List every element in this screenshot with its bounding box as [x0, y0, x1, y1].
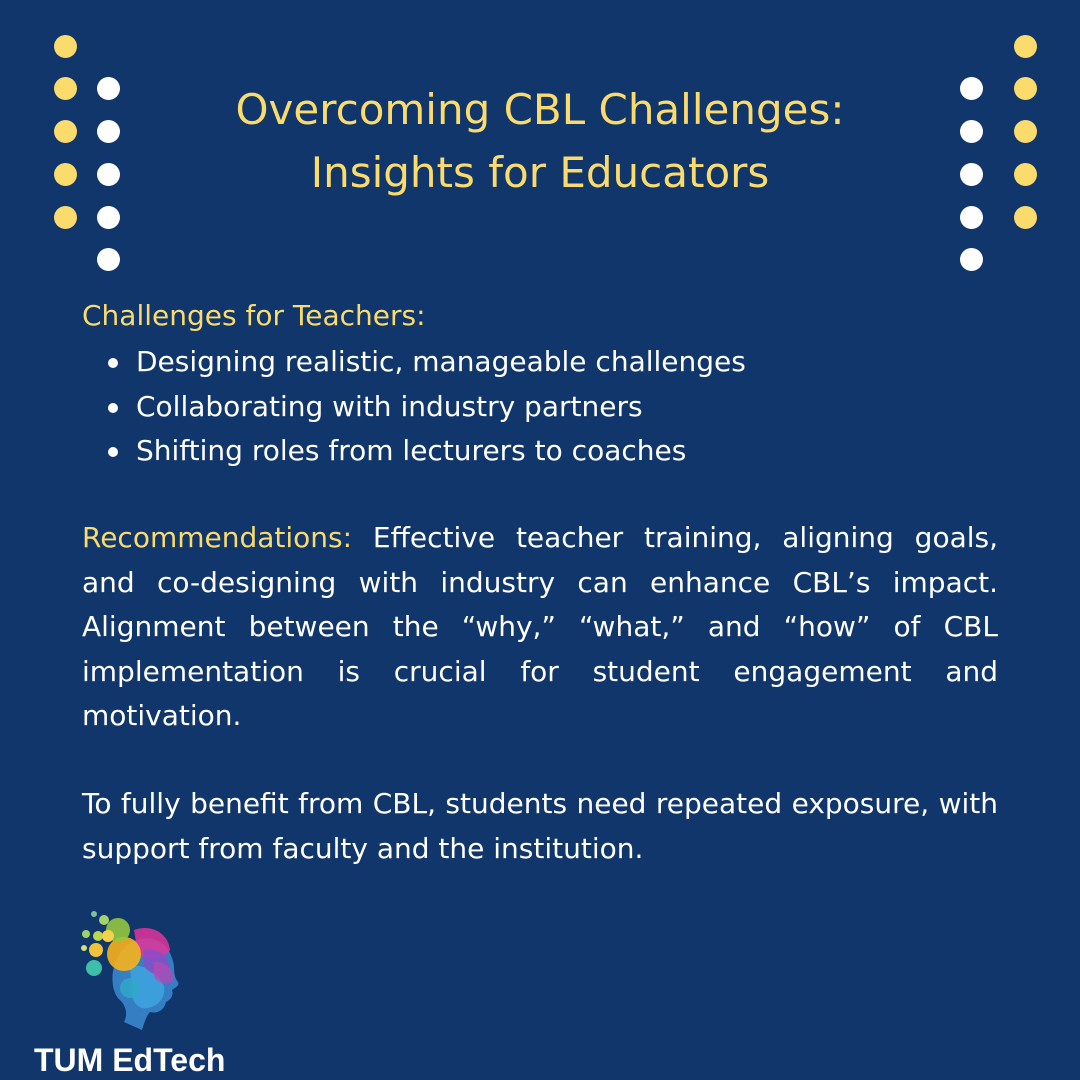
yellow-dot [1014, 206, 1037, 229]
white-dot [97, 206, 120, 229]
yellow-dot [54, 163, 77, 186]
challenges-list [82, 340, 1002, 474]
list-item-text: Shifting roles from lecturers to coaches [136, 434, 687, 467]
white-dot [97, 163, 120, 186]
yellow-dot [54, 206, 77, 229]
white-dot [97, 120, 120, 143]
yellow-dot [54, 35, 77, 58]
bullet-icon [108, 403, 118, 413]
list-item [82, 340, 1002, 385]
yellow-dot [1014, 163, 1037, 186]
page-title [140, 78, 940, 204]
white-dot [960, 77, 983, 100]
yellow-dot [1014, 77, 1037, 100]
conclusion-paragraph: To fully benefit from CBL, students need repeated exposure, with support from faculty and the institution. [82, 787, 998, 865]
recommendations-text: Effective teacher training, aligning goals, and co-designing with industry can enhance CBL’s impact. Alignment between the “why,” “what,” and “how” of CBL implementation is crucial for student engagement and motivation. [82, 521, 998, 732]
brand-name: TUM EdTech [34, 1042, 226, 1078]
white-dot [960, 163, 983, 186]
recommendations-paragraph [82, 516, 998, 739]
white-dot [960, 248, 983, 271]
yellow-dot [1014, 120, 1037, 143]
bullet-icon [108, 447, 118, 457]
recommendations-label: Recommendations: [82, 521, 353, 554]
yellow-dot [54, 120, 77, 143]
title-line-2: Insights for Educators [310, 148, 770, 197]
challenges-heading: Challenges for Teachers: [82, 299, 426, 332]
white-dot [97, 248, 120, 271]
list-item [82, 429, 1002, 474]
list-item-text: Collaborating with industry partners [136, 389, 643, 423]
white-dot [97, 77, 120, 100]
list-item-text: Designing realistic, manageable challenges [136, 345, 746, 378]
yellow-dot [54, 77, 77, 100]
bullet-icon [108, 358, 118, 368]
title-line-1: Overcoming CBL Challenges: [235, 85, 845, 134]
white-dot [960, 120, 983, 143]
list-item [82, 385, 1002, 430]
yellow-dot [1014, 35, 1037, 58]
white-dot [960, 206, 983, 229]
colorful-head-profile-logo-icon [74, 906, 184, 1032]
